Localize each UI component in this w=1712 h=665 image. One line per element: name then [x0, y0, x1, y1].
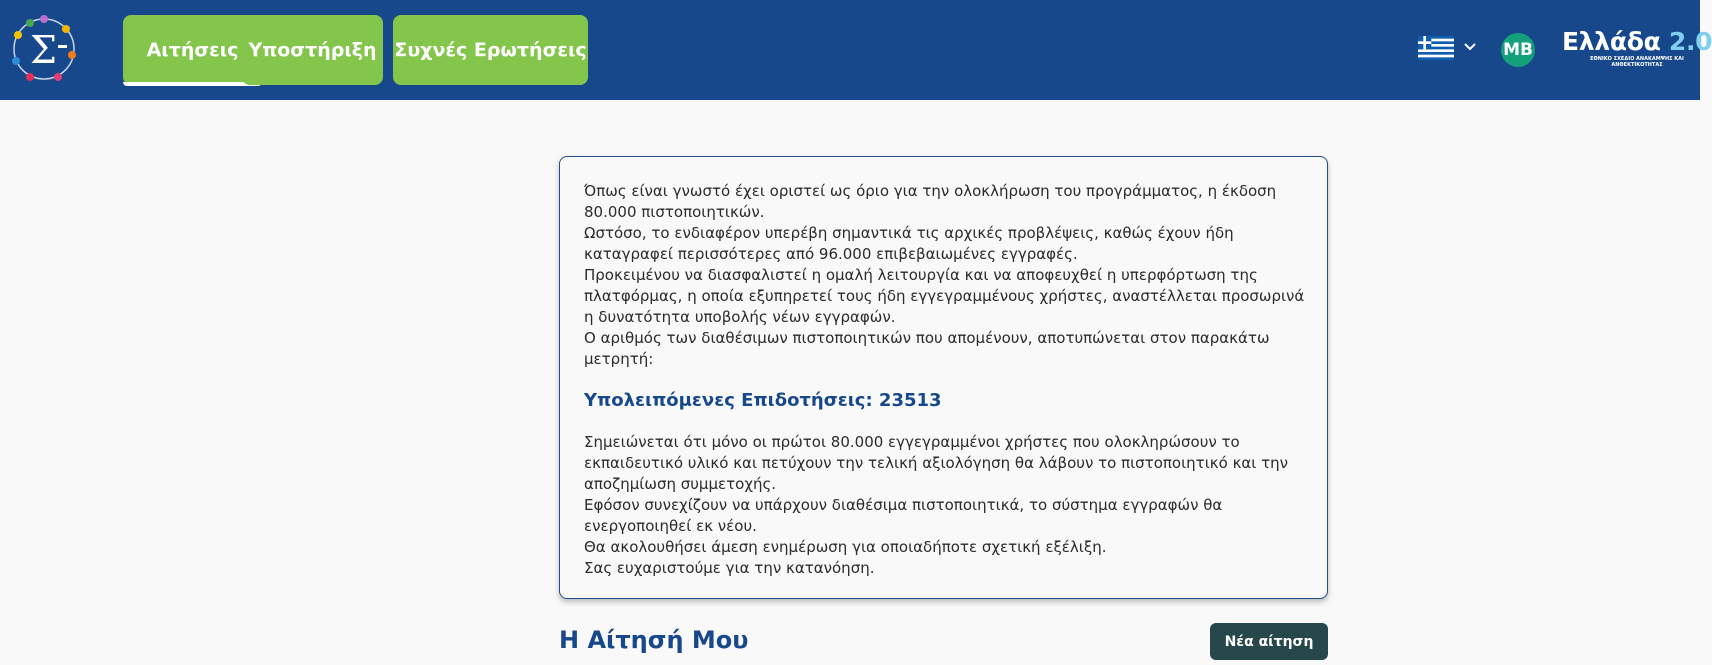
remaining-subsidies-counter: Υπολειπόμενες Επιδοτήσεις: 23513 [584, 390, 942, 411]
announcement-card [559, 156, 1328, 599]
notice-paragraph: Προκειμένου να διασφαλιστεί η ομαλή λειτουργία και να αποφευχθεί η υπερφόρτωση της πλατφόρμας, η οποία εξυπηρετεί τους ήδη εγγεγραμμένους χρήστες, αναστέλλεται προσωρινά η δυνατότητα υποβολής νέων εγγραφών. [584, 266, 1305, 326]
notice-paragraph: Σημειώνεται ότι μόνο οι πρώτοι 80.000 εγγεγραμμένοι χρήστες που ολοκληρώσουν το εκπαιδευτικό υλικό και πετύχουν την τελική αξιολόγηση θα λάβουν το πιστοποιητικό και την αποζημίωση συμμετοχής. [584, 433, 1289, 493]
my-application-heading: Η Αίτησή Μου [559, 626, 749, 654]
user-avatar[interactable]: MB [1501, 33, 1535, 67]
nav-tab-faq[interactable]: Συχνές Ερωτήσεις [393, 15, 588, 85]
greece-flag-icon[interactable] [1418, 36, 1454, 60]
notice-paragraph: Ωστόσο, το ενδιαφέρον υπερέβη σημαντικά τις αρχικές προβλέψεις, καθώς έχουν ήδη καταγραφεί περισσότερες από 96.000 επιβεβαιωμένες εγγραφές. [584, 224, 1234, 263]
notice-paragraph: Εφόσον συνεχίζουν να υπάρχουν διαθέσιμα πιστοποιητικά, το σύστημα εγγραφών θα ενεργοποιηθεί εκ νέου. [584, 496, 1223, 535]
svg-text:Σ: Σ [30, 28, 57, 72]
top-navigation-bar [0, 0, 1712, 100]
notice-paragraph: Σας ευχαριστούμε για την κατανόηση. [584, 559, 875, 577]
nav-tab-applications[interactable]: Αιτήσεις [123, 15, 262, 85]
new-application-button[interactable]: Νέα αίτηση [1210, 623, 1328, 660]
greece-2-0-logo: Ελλάδα 2.0 ΕΘΝΙΚΟ ΣΧΕΔΙΟ ΑΝΑΚΑΜΨΗΣ ΚΑΙ ΑΝΘΕΚΤΙΚΟΤΗΤΑΣ [1562, 27, 1712, 68]
sigma-logo-icon[interactable] [8, 11, 80, 87]
chevron-down-icon[interactable] [1462, 41, 1478, 53]
nav-tab-support[interactable]: Υποστήριξη [242, 15, 383, 85]
notice-paragraph: Ο αριθμός των διαθέσιμων πιστοποιητικών που απομένουν, αποτυπώνεται στον παρακάτω μετρητή: [584, 329, 1270, 368]
notice-paragraph: Θα ακολουθήσει άμεση ενημέρωση για οποιαδήποτε σχετική εξέλιξη. [584, 538, 1107, 556]
notice-paragraph: Όπως είναι γνωστό έχει οριστεί ως όριο για την ολοκλήρωση του προγράμματος, η έκδοση 80.000 πιστοποιητικών. [584, 182, 1277, 221]
